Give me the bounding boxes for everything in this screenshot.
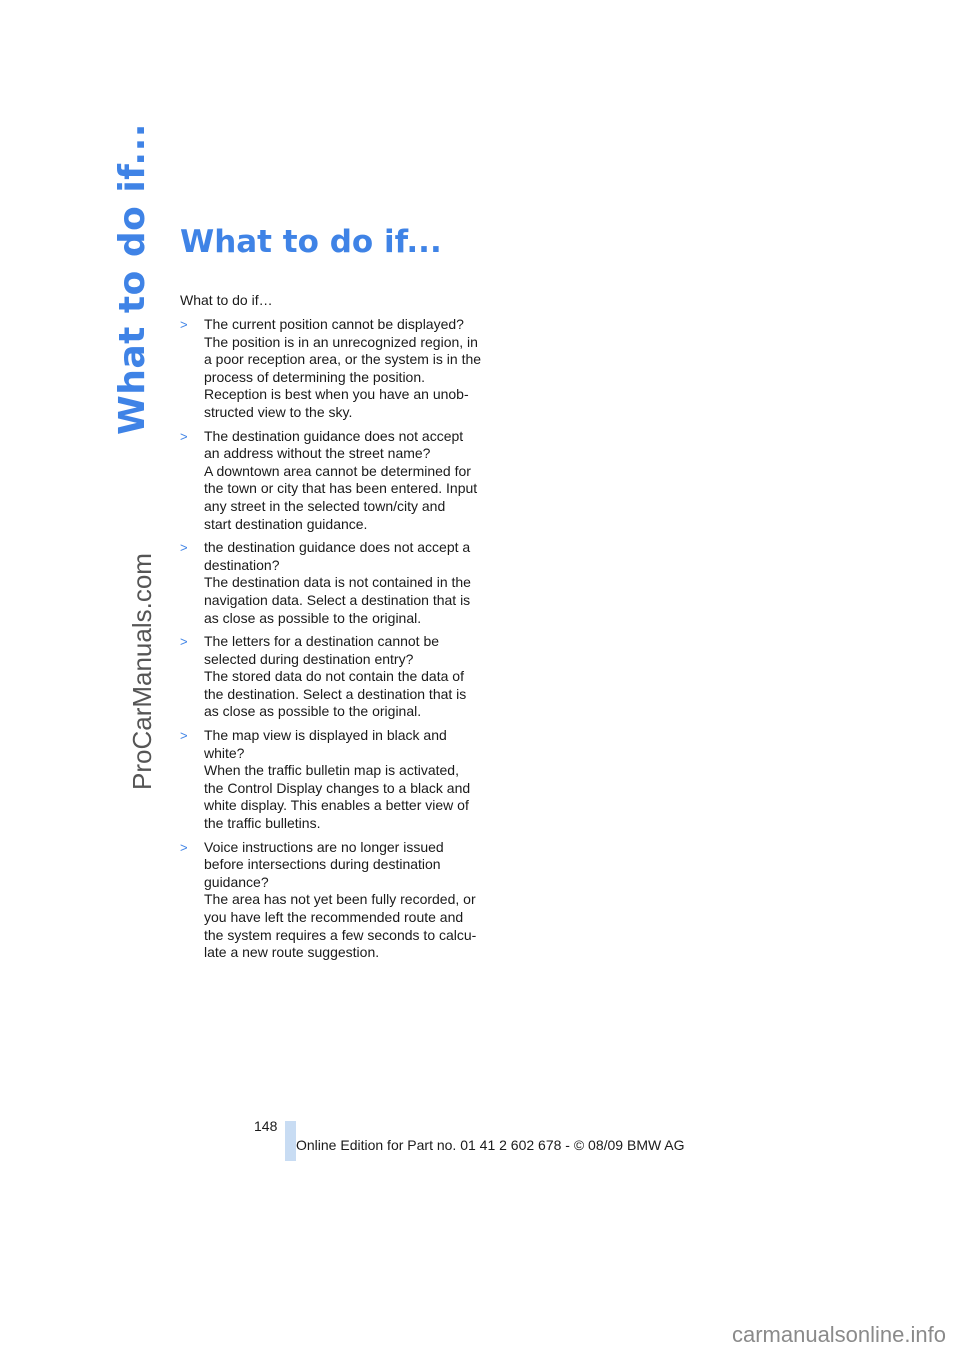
bullet-arrow-icon: > — [180, 428, 188, 444]
item-line: late a new route suggestion. — [204, 944, 380, 961]
item-line: navigation data. Select a destination that is — [204, 591, 471, 608]
item-line: Voice instructions are no longer issued — [204, 838, 444, 855]
page-title: What to do if... — [180, 224, 442, 260]
page-number: 148 — [254, 1118, 278, 1134]
item-line: white? — [204, 744, 245, 761]
item-line: an address without the street name? — [204, 445, 431, 462]
item-line: the system requires a few seconds to calcu- — [204, 926, 477, 943]
bottom-watermark: carmanualsonline.info — [731, 1322, 946, 1347]
item-line: The current position cannot be displayed? — [204, 316, 464, 332]
item-line: you have left the recommended route and — [204, 909, 464, 925]
item-line: a poor reception area, or the system is in the — [204, 351, 482, 368]
item-line: When the traffic bulletin map is activated, — [204, 762, 459, 779]
bullet-arrow-icon: > — [180, 317, 188, 332]
list-item — [180, 539, 480, 627]
item-line: white display. This enables a better view of — [204, 797, 469, 814]
item-line: any street in the selected town/city and — [204, 497, 446, 514]
item-line: The letters for a destination cannot be — [204, 633, 440, 650]
item-line: guidance? — [204, 873, 269, 890]
item-line: as close as possible to the original. — [204, 609, 422, 626]
list-item — [180, 839, 480, 962]
item-line: The area has not yet been fully recorded, or — [204, 891, 476, 908]
item-line: the destination guidance does not accept a — [204, 539, 471, 556]
item-line: as close as possible to the original. — [204, 703, 422, 720]
footer-accent-bar — [285, 1121, 296, 1161]
item-line: The stored data do not contain the data of — [204, 668, 464, 685]
item-line: start destination guidance. — [204, 515, 368, 532]
list-item — [180, 428, 480, 534]
item-line: Reception is best when you have an unob- — [204, 386, 469, 403]
item-line: The map view is displayed in black and — [204, 727, 447, 744]
item-line: the destination. Select a destination that is — [204, 685, 467, 702]
item-line: before intersections during destination — [204, 856, 441, 873]
item-line: destination? — [204, 556, 280, 573]
item-line: The position is in an unrecognized region, in — [204, 333, 478, 350]
item-line: the town or city that has been entered. Input — [204, 480, 478, 497]
side-section-title: What to do if... — [112, 123, 153, 435]
bullet-arrow-icon: > — [180, 634, 188, 650]
list-item — [180, 316, 480, 422]
bullet-arrow-icon: > — [180, 540, 188, 556]
item-line: the Control Display changes to a black and — [204, 779, 471, 796]
item-line: the traffic bulletins. — [204, 815, 321, 832]
footer-edition-text: Online Edition for Part no. 01 41 2 602 678 - © 08/09 BMW AG — [296, 1137, 685, 1153]
list-item — [180, 727, 480, 833]
item-line: The destination guidance does not accept — [204, 427, 464, 444]
item-line: process of determining the position. — [204, 368, 426, 385]
bullet-arrow-icon: > — [180, 839, 188, 855]
item-line: structed view to the sky. — [204, 403, 353, 420]
item-line: The destination data is not contained in the — [204, 574, 471, 591]
troubleshooting-list — [180, 316, 480, 968]
item-line: A downtown area cannot be determined for — [204, 462, 471, 479]
list-item — [180, 633, 480, 721]
item-line: selected during destination entry? — [204, 650, 414, 667]
intro-text: What to do if… — [180, 292, 273, 308]
bullet-arrow-icon: > — [180, 728, 188, 744]
watermark: ProCarManuals.com — [127, 553, 157, 790]
